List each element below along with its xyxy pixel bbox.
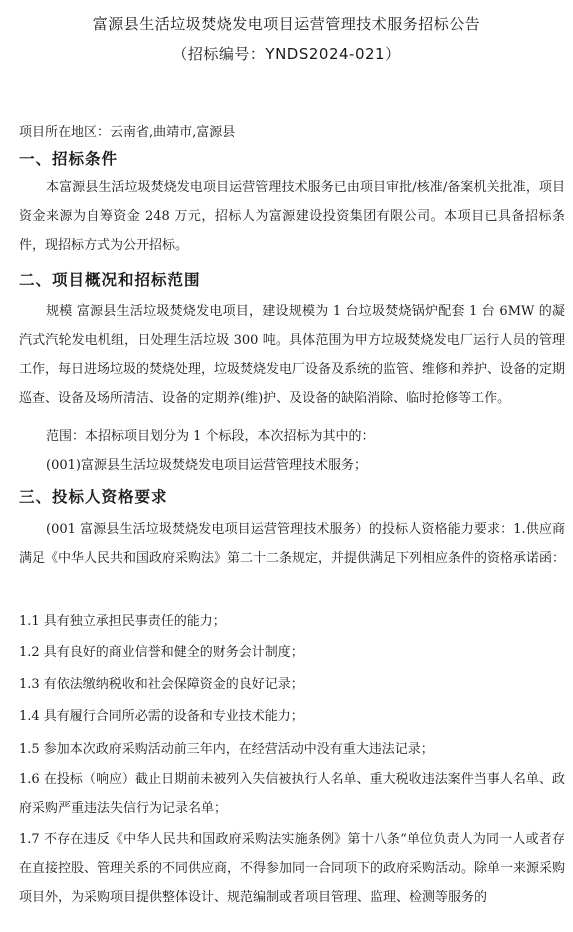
section-2-paragraph-lot: (001)富源县生活垃圾焚烧发电项目运营管理技术服务； bbox=[46, 458, 367, 473]
qualification-item: 1.7 不存在违反《中华人民共和国政府采购法实施条例》第十八条“单位负责人为同一人或者存在直接控股、管理关系的不同供应商，不得参加同一合同项下的政府采购活动。除单一来源采购项目外，为采购项目提供整体设计、规范编制或者项目管理、监理、检测等服务的 bbox=[19, 832, 566, 905]
qualification-item: 1.1 具有独立承担民事责任的能力； bbox=[19, 614, 226, 629]
qualification-item: 1.5 参加本次政府采购活动前三年内，在经营活动中没有重大违法记录； bbox=[19, 742, 434, 757]
section-heading-2: 二、项目概况和招标范围 bbox=[19, 271, 201, 289]
qualification-item: 1.2 具有良好的商业信誉和健全的财务会计制度； bbox=[19, 645, 304, 660]
tender-number: （招标编号：YNDS2024-021） bbox=[172, 45, 401, 63]
qualification-item: 1.6 在投标（响应）截止日期前未被列入失信被执行人名单、重大税收违法案件当事人名单、政府采购严重违法失信行为记录名单； bbox=[19, 772, 565, 816]
section-2-paragraph-range: 范围：本招标项目划分为 1 个标段，本次招标为其中的： bbox=[46, 429, 375, 444]
project-location: 项目所在地区：云南省,曲靖市,富源县 bbox=[19, 125, 236, 140]
qualification-item: 1.3 有依法缴纳税收和社会保障资金的良好记录； bbox=[19, 677, 304, 692]
section-heading-1: 一、招标条件 bbox=[19, 150, 119, 168]
section-heading-3: 三、投标人资格要求 bbox=[19, 488, 168, 506]
section-1-paragraph: 本富源县生活垃圾焚烧发电项目运营管理技术服务已由项目审批/核准/备案机关批准，项目资金来源为自筹资金 248 万元，招标人为富源建设投资集团有限公司。本项目已具备招标条件，现招标方式为公开招标。 bbox=[19, 180, 565, 253]
qualification-item: 1.4 具有履行合同所必需的设备和专业技术能力； bbox=[19, 709, 304, 724]
section-2-paragraph-scope: 规模 富源县生活垃圾焚烧发电项目，建设规模为 1 台垃圾焚烧锅炉配套 1 台 6MW 的凝汽式汽轮发电机组，日处理生活垃圾 300 吨。具体范围为甲方垃圾焚烧发电厂运行人员的管理工作，每日进场垃圾的焚烧处理，垃圾焚烧发电厂设备及系统的监管、维修和养护、设备的定期巡查、设备及场所清洁、设备的定期养(维)护、及设备的缺陷消除、临时抢修等工作。 bbox=[19, 304, 566, 406]
section-3-paragraph: (001 富源县生活垃圾焚烧发电项目运营管理技术服务）的投标人资格能力要求：1.供应商满足《中华人民共和国政府采购法》第二十二条规定，并提供满足下列相应条件的资格承诺函： bbox=[19, 522, 566, 566]
document-title: 富源县生活垃圾焚烧发电项目运营管理技术服务招标公告 bbox=[92, 15, 481, 33]
